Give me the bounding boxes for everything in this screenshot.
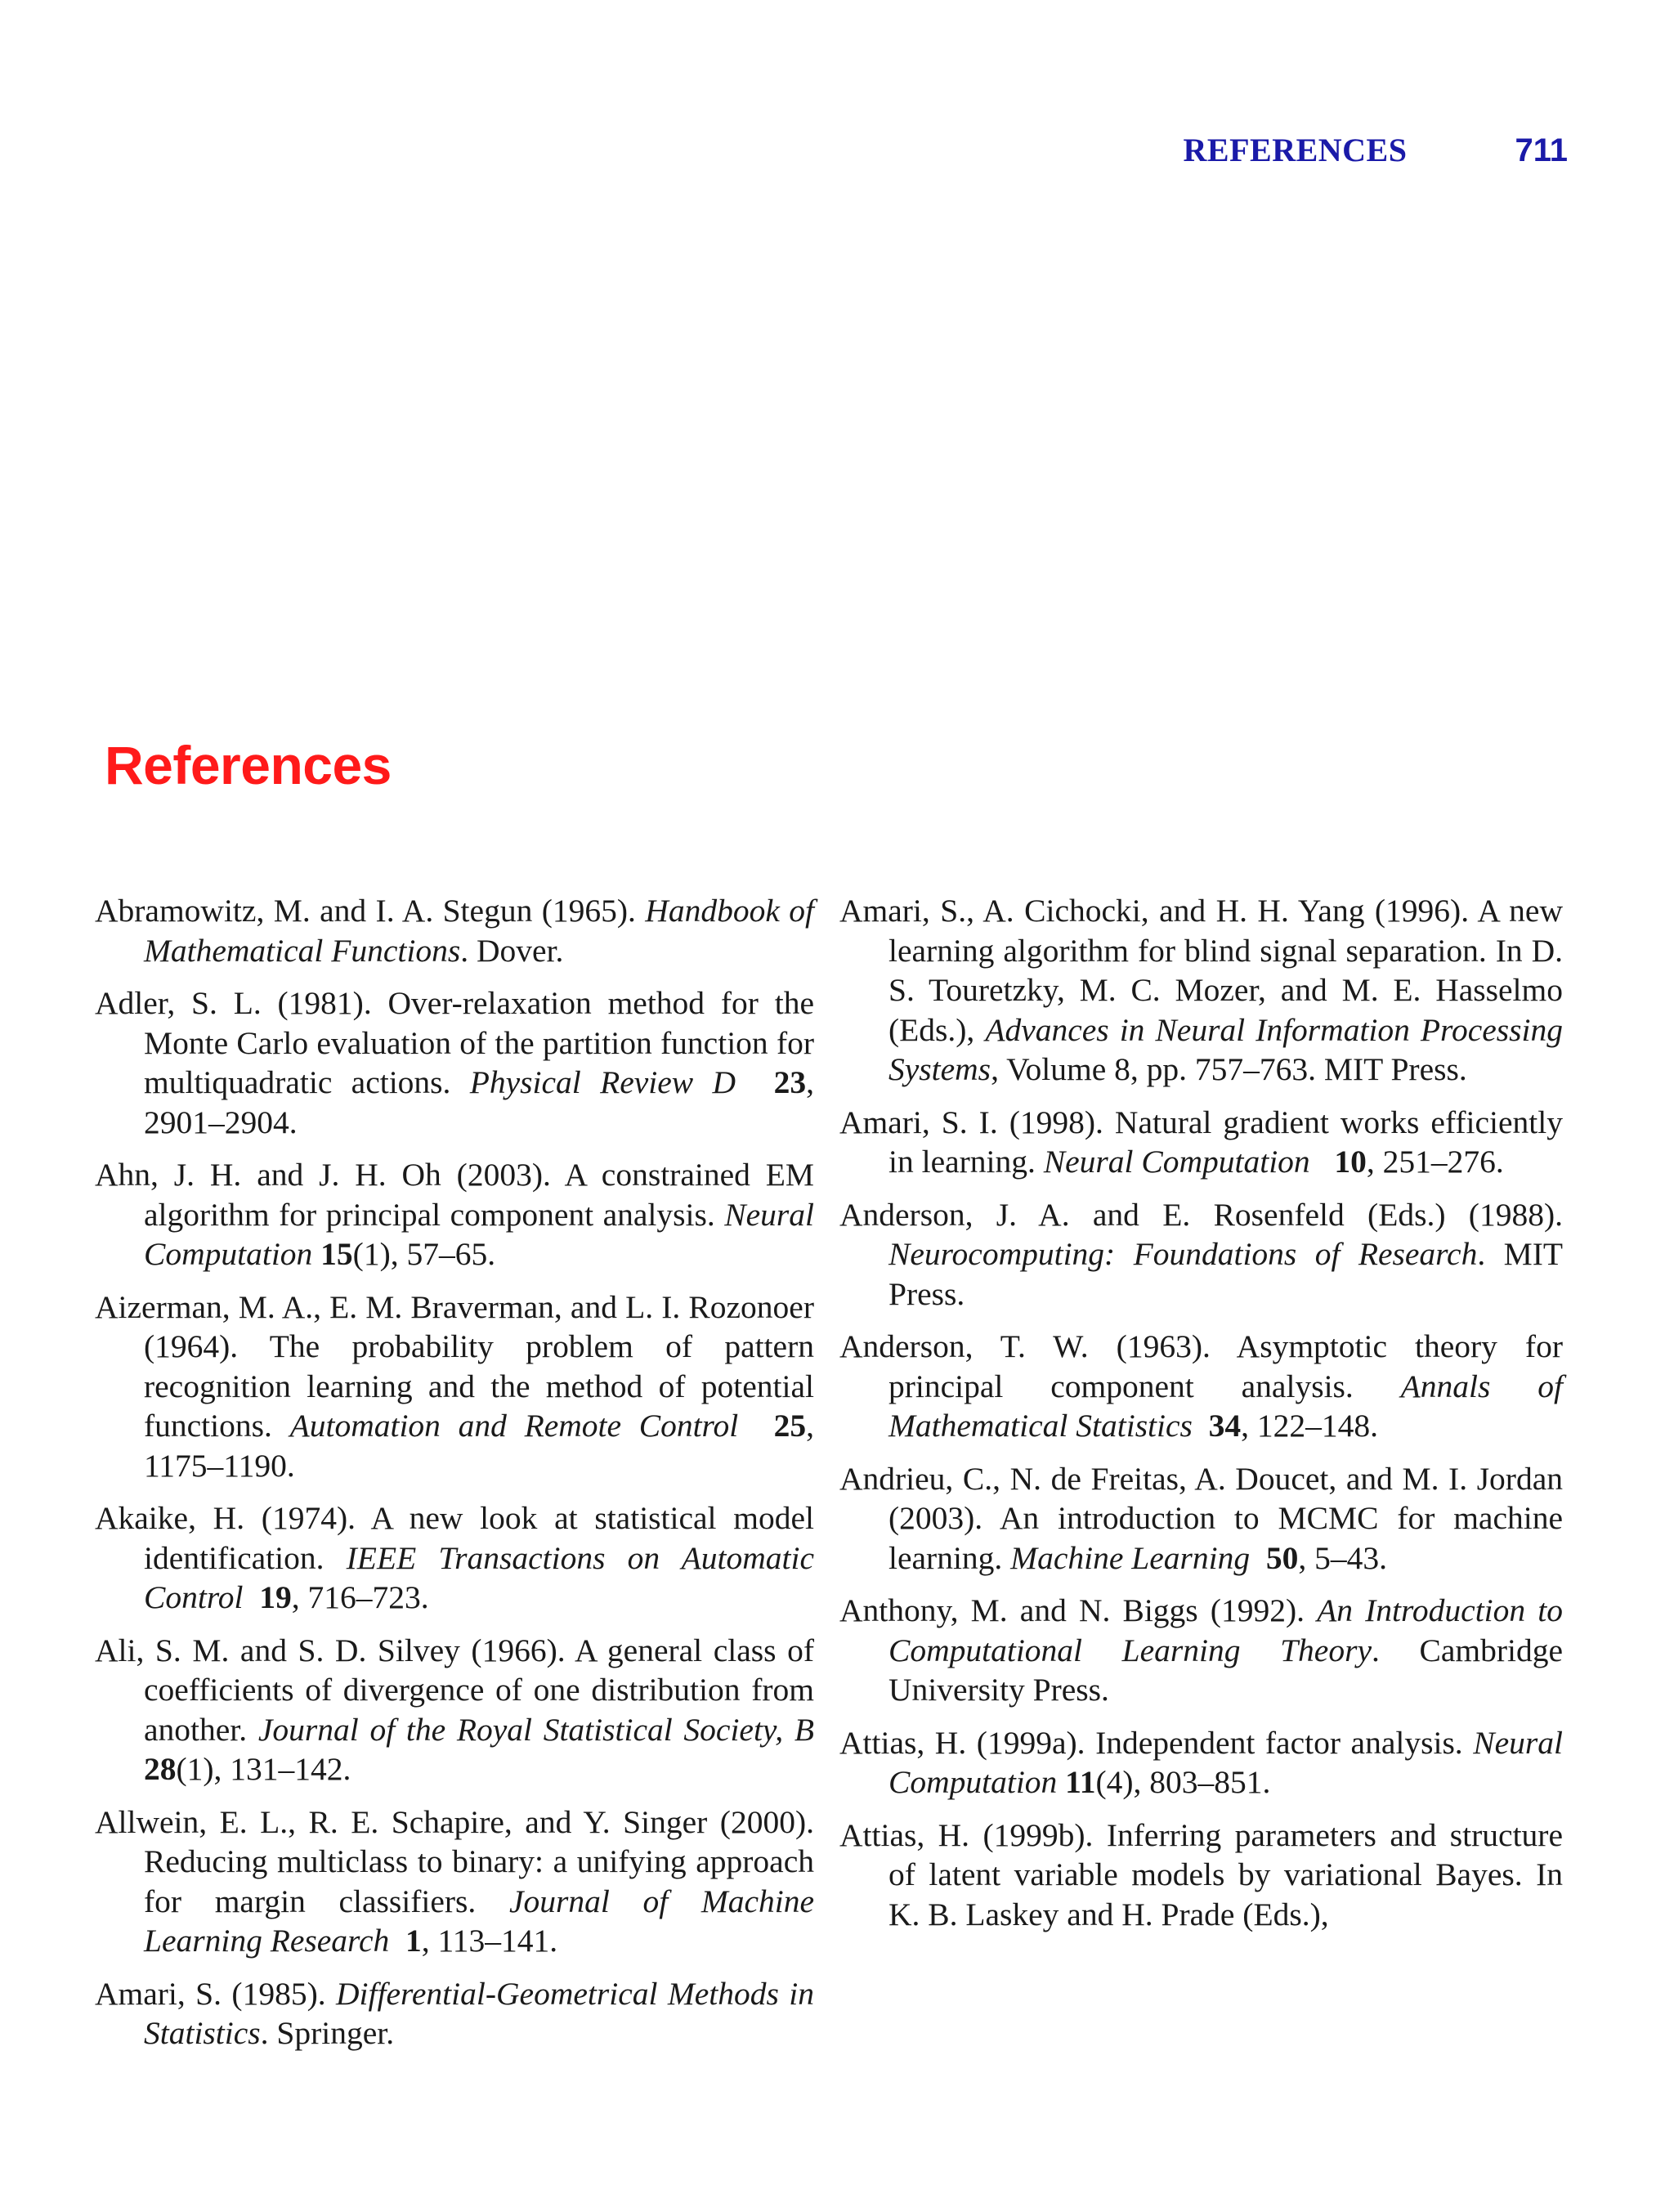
reference-entry (95, 1631, 814, 1789)
reference-volume: 19 (259, 1579, 292, 1615)
reference-volume: 50 (1265, 1539, 1299, 1576)
reference-volume: 15 (320, 1236, 353, 1272)
reference-entry (839, 1591, 1563, 1710)
reference-volume: 11 (1065, 1764, 1096, 1800)
reference-rest: , Volume 8, pp. 757–763. MIT Press. (991, 1051, 1467, 1087)
reference-rest: . Cambridge University Press. (888, 1632, 1563, 1708)
reference-journal: Neural Computation (144, 1196, 814, 1272)
reference-journal: Journal of Machine Learning Research (144, 1883, 815, 1959)
reference-journal: Journal of the Royal Statistical Society, B (257, 1711, 814, 1748)
reference-authors: Anthony, M. and N. Biggs (1992). (839, 1592, 1318, 1628)
reference-journal: Neural Computation (1043, 1144, 1310, 1180)
reference-authors: Amari, S., A. Cichocki, and H. H. Yang (1996). A new learning algorithm for blind signal separation. In D. S. Touretzky, M. C. Mozer, and M. E. Hasselmo (Eds.), (839, 893, 1563, 1048)
reference-entry (95, 891, 814, 970)
reference-authors: Andrieu, C., N. de Freitas, A. Doucet, and M. I. Jordan (2003). An introduction to MCMC for machine learning. (839, 1460, 1563, 1576)
reference-rest: , 1175–1190. (144, 1408, 814, 1484)
reference-rest: , 2901–2904. (144, 1064, 814, 1140)
reference-rest: , 122–148. (1241, 1408, 1379, 1444)
reference-rest: . Dover. (460, 932, 564, 969)
reference-authors: Akaike, H. (1974). A new look at statistical model identification. (95, 1500, 814, 1576)
reference-journal: Neural Computation (888, 1724, 1563, 1800)
reference-entry (839, 1195, 1563, 1314)
reference-rest: , 5–43. (1298, 1539, 1387, 1576)
reference-journal: Automation and Remote Control (289, 1408, 739, 1444)
reference-rest: (4), 803–851. (1095, 1764, 1271, 1800)
reference-rest: , 716–723. (291, 1579, 429, 1615)
reference-volume: 34 (1208, 1408, 1242, 1444)
reference-entry (839, 1459, 1563, 1578)
reference-journal: Annals of Mathematical Statistics (888, 1368, 1563, 1444)
reference-book-title: An Introduction to Computational Learning Theory (888, 1592, 1563, 1668)
reference-entry (839, 1723, 1563, 1802)
reference-authors: Attias, H. (1999a). Independent factor analysis. (839, 1724, 1474, 1761)
reference-entry (95, 1287, 814, 1486)
reference-authors: Abramowitz, M. and I. A. Stegun (1965). (95, 893, 646, 929)
running-title: REFERENCES (1183, 132, 1408, 168)
reference-authors: Anderson, T. W. (1963). Asymptotic theory for principal component analysis. (839, 1328, 1563, 1404)
reference-authors: Allwein, E. L., R. E. Schapire, and Y. Singer (2000). Reducing multiclass to binary: a unifying approach for margin classifiers. (95, 1803, 814, 1919)
reference-book-title: Neurocomputing: Foundations of Research (888, 1236, 1478, 1272)
reference-authors: Anderson, J. A. and E. Rosenfeld (Eds.) (1988). (839, 1196, 1563, 1233)
running-head (0, 131, 1568, 172)
reference-book-title: Handbook of Mathematical Functions (144, 893, 814, 969)
reference-authors: Amari, S. I. (1998). Natural gradient works efficiently in learning. (839, 1104, 1563, 1180)
reference-volume: 28 (144, 1751, 177, 1787)
reference-volume: 10 (1334, 1144, 1367, 1180)
reference-journal: Machine Learning (1010, 1539, 1251, 1576)
reference-entry (839, 891, 1563, 1090)
reference-authors: Attias, H. (1999b). Inferring parameters and structure of latent variable models by variational Bayes. In K. B. Laskey and H. Prade (Eds.), (839, 1816, 1563, 1932)
reference-rest: , 113–141. (421, 1923, 558, 1959)
page-number: 711 (1515, 132, 1568, 168)
reference-journal: Physical Review D (469, 1064, 736, 1100)
reference-journal: IEEE Transactions on Automatic Control (144, 1539, 814, 1615)
reference-entry (95, 983, 814, 1142)
reference-entry (95, 1498, 814, 1618)
reference-volume: 1 (405, 1923, 422, 1959)
reference-book-title: Differential-Geometrical Methods in Statistics (144, 1975, 815, 2051)
reference-authors: Ahn, J. H. and J. H. Oh (2003). A constrained EM algorithm for principal component analysis. (95, 1157, 814, 1233)
references-right-column (839, 891, 1563, 1947)
reference-authors: Amari, S. (1985). (95, 1975, 337, 2012)
reference-entry (839, 1816, 1563, 1935)
references-left-column (95, 891, 814, 2066)
reference-entry (95, 1155, 814, 1274)
reference-rest: (1), 57–65. (352, 1236, 496, 1272)
reference-volume: 23 (773, 1064, 807, 1100)
reference-rest: , 251–276. (1366, 1144, 1504, 1180)
chapter-title: References (105, 735, 392, 795)
reference-rest: (1), 131–142. (176, 1751, 351, 1787)
reference-book-title: Advances in Neural Information Processing Systems (888, 1011, 1563, 1087)
reference-authors: Aizerman, M. A., E. M. Braverman, and L. I. Rozonoer (1964). The probability problem of pattern recognition learning and the method of potential functions. (95, 1288, 814, 1444)
reference-volume: 25 (773, 1408, 807, 1444)
reference-entry (95, 1974, 814, 2053)
reference-entry (839, 1103, 1563, 1182)
reference-rest: . Springer. (260, 2015, 395, 2051)
reference-authors: Adler, S. L. (1981). Over-relaxation method for the Monte Carlo evaluation of the partition function for multiquadratic actions. (95, 985, 814, 1100)
reference-authors: Ali, S. M. and S. D. Silvey (1966). A general class of coefficients of divergence of one distribution from another. (95, 1632, 814, 1748)
reference-rest: . MIT Press. (888, 1236, 1564, 1312)
reference-entry (95, 1802, 814, 1961)
reference-entry (839, 1327, 1563, 1446)
